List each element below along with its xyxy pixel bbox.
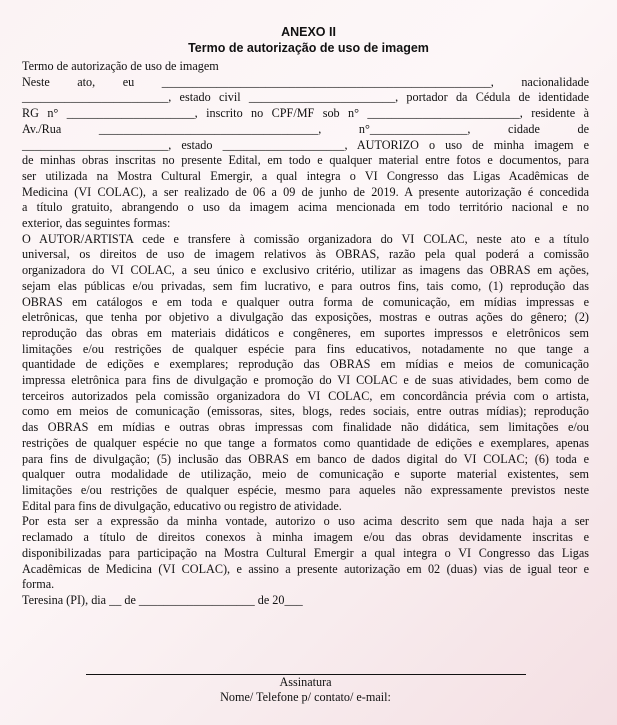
document-body [22,59,589,706]
text-line: organizadora do VI COLAC, a seu único e exclusivo critério, utilizar as imagens das OBRAS em ações, [22,263,589,278]
document-header [0,25,617,56]
text-line: Neste ato, eu ______________________________________________________, nacionalidade [22,74,589,89]
signature-label: Assinatura [279,674,332,689]
text-line: limitações e/ou restrições de qualquer espécie para fins educativos, notadamente no que tange a [22,341,589,356]
text-line: reclamado a título de direitos conexos à minha imagem e/ou das obras devidamente inscritas e [22,530,589,545]
text-line: a título gratuito, abrangendo o uso da imagem acima mencionada em todo território nacional e no [22,200,589,215]
text-line: forma. [22,577,55,592]
text-line: terceiros autorizados pela comissão organizadora do VI COLAC, em concordância prévia com o artista, [22,388,589,403]
signature-line [86,660,526,675]
text-line: Av./Rua ____________________________________, n°________________, cidade de [22,121,589,136]
document-title: Termo de autorização de uso de imagem [188,41,429,55]
text-line: Termo de autorização de uso de imagem [22,59,219,73]
text-line: OBRAS em catálogos e em toda e qualquer outra forma de comunicação, em mídias impressas e [22,294,589,309]
text-line: Edital para fins de divulgação, educativo ou registro de atividade. [22,498,342,513]
date-line: Teresina (PI), dia __ de ___________________ de 20___ [22,592,303,607]
text-line: ________________________, estado ____________________, AUTORIZO o uso de minha imagem e [22,137,589,152]
text-line: Acadêmicas de Medicina (VI COLAC), e assino a presente autorização em 02 (duas) vias de igual teor e [22,561,589,576]
text-line: O AUTOR/ARTISTA cede e transfere à comissão organizadora do VI COLAC, neste ato e a título [22,231,589,246]
text-line: Por esta ser a expressão da minha vontade, autorizo o uso acima descrito sem que nada haja a ser [22,514,589,529]
text-line: das OBRAS em mídias e outras obras impressas com finalidade não didática, sem limitações e/ou [22,420,589,435]
text-line: ser utilizada na Mostra Cultural Emergir, a qual integra o VI Congresso das Ligas Acadêmicas de [22,168,589,183]
text-line: ________________________, estado civil ________________________, portador da Cédula de identidade [22,90,589,105]
text-line: disponibilizadas para participação na Mostra Cultural Emergir a qual integra o VI Congresso das Ligas [22,545,589,560]
text-line: exterior, das seguintes formas: [22,216,171,231]
annex-label: ANEXO II [281,25,336,39]
text-line: eletrônicas, que tenha por objetivo a divulgação das exposições, mostras e outras ações do gênero; (2) [22,310,589,325]
text-line: reprodução das obras em materiais didáticos e congêneres, em suportes impressos e eletrônicos sem [22,325,589,340]
text-line: qualquer outra modalidade de utilização, meio de comunicação e suporte material existentes, sem [22,467,589,482]
text-line: universal, os direitos de uso de imagem relativos às OBRAS, razão pela qual poderá a comissão [22,247,589,262]
text-line: impressa eletrônica para fins de divulgação e promoção do VI COLAC e de suas atividades, bem como de [22,373,589,388]
contact-label: Nome/ Telefone p/ contato/ e-mail: [220,690,391,705]
signature-spacer [22,609,589,660]
text-line: Medicina (VI COLAC), a ser realizado de 06 a 09 de junho de 2019. A presente autorização é concedida [22,184,589,199]
text-line: quantidade de edições e exemplares; reprodução das OBRAS em mídias e meios de comunicação [22,357,589,372]
text-line: RG n° _____________________, inscrito no CPF/MF sob n° _________________________, residente à [22,106,589,121]
text-line: como em meios de comunicação (emissoras, sites, blogs, redes sociais, entre outras mídias); reprodução [22,404,589,419]
text-line: para fins de divulgação; (5) inclusão das OBRAS em banco de dados digital do VI COLAC; (6) toda e [22,451,589,466]
text-line: sejam elas públicas e/ou privadas, sem fim lucrativo, e para outros fins, tais como, (1) reprodução das [22,278,589,293]
text-line: limitações e/ou restrições de qualquer espécie, mesmo para aqueles não expressamente previstos neste [22,482,589,497]
text-line: restrições de qualquer espécie no que tange a formatos como quantidade de edições e exemplares, apenas [22,435,589,450]
text-line: de minhas obras inscritas no presente Edital, em todo e qualquer material entre fotos e documentos, para [22,153,589,168]
